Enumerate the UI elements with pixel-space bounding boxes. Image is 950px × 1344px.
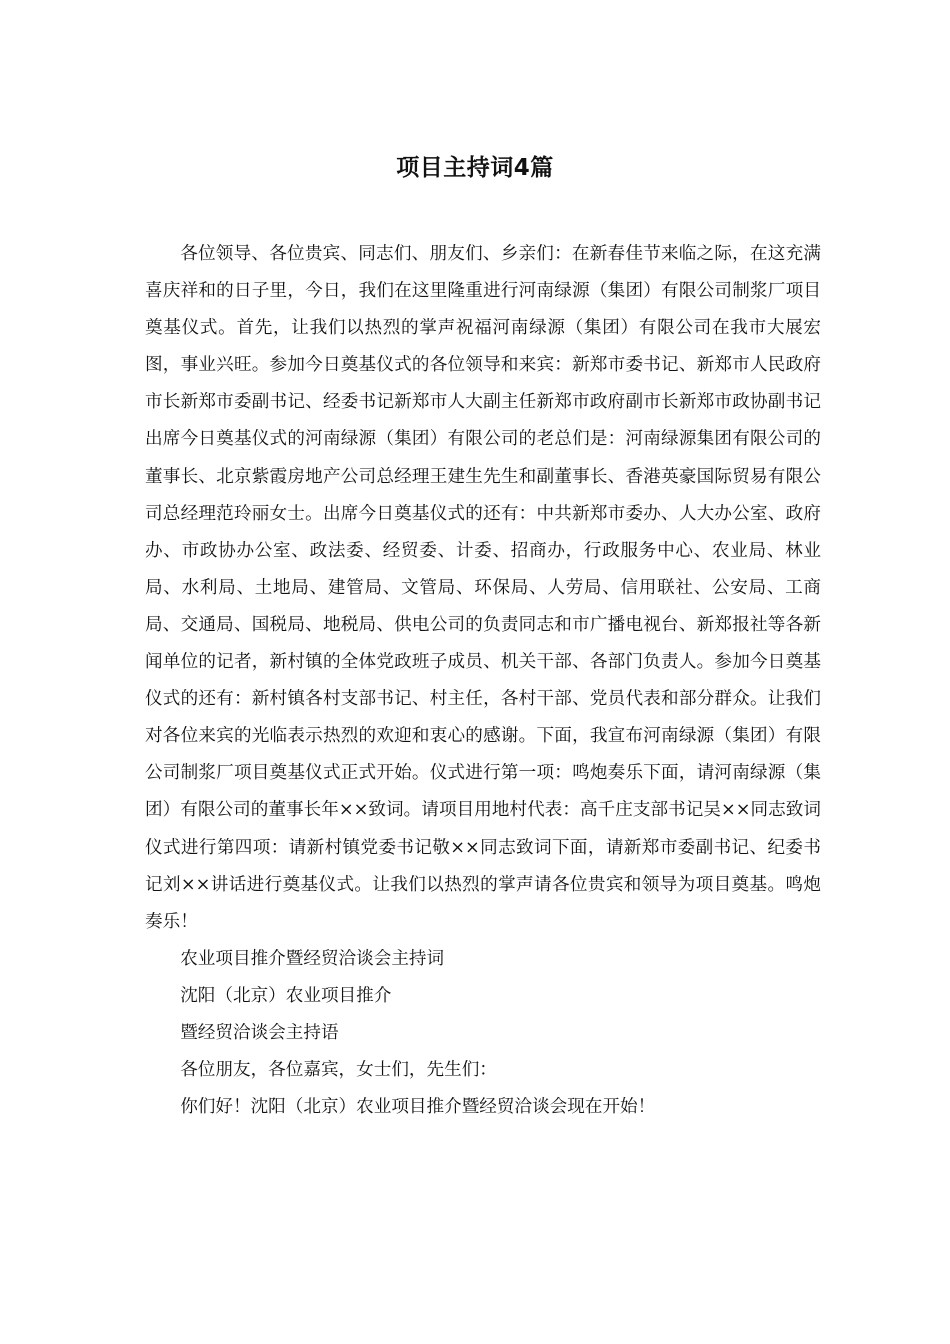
body-paragraph: 你们好！沈阳（北京）农业项目推介暨经贸洽谈会现在开始！ (180, 1097, 656, 1118)
document-title: 项目主持词4篇 (396, 155, 554, 181)
body-paragraph: 各位领导、各位贵宾、同志们、朋友们、乡亲们：在新春佳节来临之际，在这充满喜庆祥和的日子里，今日，我们在这里隆重进行河南绿源（集团）有限公司制浆厂项目奠基仪式。首先，让我们以热烈的掌声祝福河南绿源（集团）有限公司在我市大展宏图，事业兴旺。参加今日奠基仪式的各位领导和来宾：新郑市委书记、新郑市人民政府市长新郑市委副书记、经委书记新郑市人大副主任新郑市政府副市长新郑市政协副书记出席今日奠基仪式的河南绿源（集团）有限公司的老总们是：河南绿源集团有限公司的董事长、北京紫霞房地产公司总经理王建生先生和副董事长、香港英豪国际贸易有限公司总经理范玲丽女士。出席今日奠基仪式的还有：中共新郑市委办、人大办公室、政府办、市政协办公室、政法委、经贸委、计委、招商办，行政服务中心、农业局、林业局、水利局、土地局、建管局、文管局、环保局、人劳局、信用联社、公安局、工商局、交通局、国税局、地税局、供电公司的负责同志和市广播电视台、新郑报社等各新闻单位的记者，新村镇的全体党政班子成员、机关干部、各部门负责人。参加今日奠基仪式的还有：新村镇各村支部书记、村主任，各村干部、党员代表和部分群众。让我们对各位来宾的光临表示热烈的欢迎和衷心的感谢。下面，我宣布河南绿源（集团）有限公司制浆厂项目奠基仪式正式开始。仪式进行第一项：鸣炮奏乐下面，请河南绿源（集团）有限公司的董事长年××致词。请项目用地村代表：高千庄支部书记吴××同志致词仪式进行第四项：请新村镇党委书记敬××同志致词下面，请新郑市委副书记、纪委书记刘××讲话进行奠基仪式。让我们以热烈的掌声请各位贵宾和领导为项目奠基。鸣炮奏乐！ (145, 244, 821, 932)
body-paragraph: 暨经贸洽谈会主持语 (180, 1022, 339, 1043)
body-paragraph: 各位朋友，各位嘉宾，女士们，先生们： (180, 1060, 497, 1081)
body-paragraph: 农业项目推介暨经贸洽谈会主持词 (180, 948, 445, 969)
document-body (145, 236, 821, 1126)
body-paragraph: 沈阳（北京）农业项目推介 (180, 985, 392, 1006)
